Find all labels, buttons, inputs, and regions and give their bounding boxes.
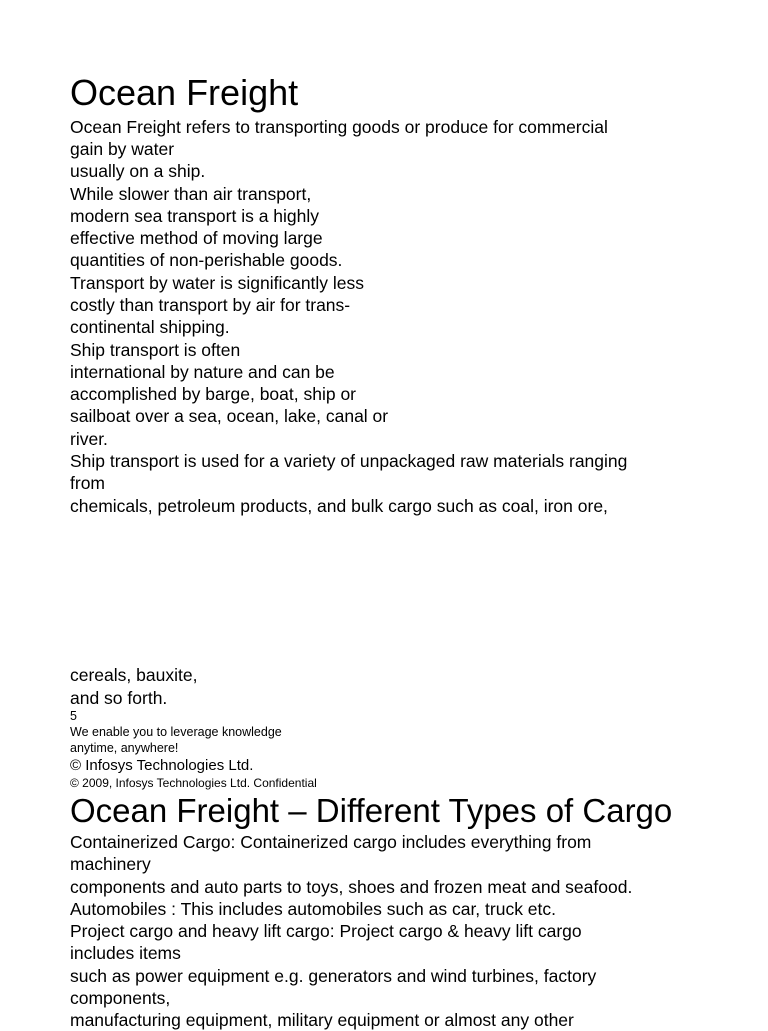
slide1-line: Ship transport is used for a variety of unpackaged raw materials ranging	[70, 451, 628, 471]
slide2-line: components and auto parts to toys, shoes and frozen meat and seafood.	[70, 877, 633, 897]
slide2-line: such as power equipment e.g. generators and wind turbines, factory	[70, 966, 597, 986]
slide1-line: chemicals, petroleum products, and bulk cargo such as coal, iron ore,	[70, 496, 608, 516]
slide1-line: quantities of non-perishable goods.	[70, 250, 343, 270]
slide1-line: effective method of moving large	[70, 228, 323, 248]
slide1-line: cereals, bauxite,	[70, 665, 198, 685]
tagline-line-1: We enable you to leverage knowledge	[70, 725, 282, 739]
slide1-line: continental shipping.	[70, 317, 230, 337]
slide1-line: While slower than air transport,	[70, 184, 312, 204]
slide2-line: machinery	[70, 854, 151, 874]
slide2-line: includes items	[70, 943, 181, 963]
slide1-line: from	[70, 473, 105, 493]
slide1-line: river.	[70, 429, 108, 449]
slide2-line: manufacturing equipment, military equipment or almost any other	[70, 1010, 574, 1030]
slide1-line: and so forth.	[70, 688, 168, 708]
confidential-copyright: © 2009, Infosys Technologies Ltd. Confidential	[70, 776, 317, 790]
slide2-line: Automobiles : This includes automobiles such as car, truck etc.	[70, 899, 557, 919]
slide2-line: Containerized Cargo: Containerized cargo includes everything from	[70, 832, 592, 852]
slide1-title: Ocean Freight	[70, 72, 299, 113]
slide1-line: modern sea transport is a highly	[70, 206, 320, 226]
slide1-line: Ocean Freight refers to transporting goods or produce for commercial	[70, 117, 608, 137]
slide1-line: international by nature and can be	[70, 362, 335, 382]
slide1-line: gain by water	[70, 139, 175, 159]
brand-copyright: © Infosys Technologies Ltd.	[70, 757, 254, 774]
page-number: 5	[70, 709, 77, 723]
slide1-line: costly than transport by air for trans-	[70, 295, 351, 315]
slide1-line: usually on a ship.	[70, 161, 206, 181]
slide1-line: Ship transport is often	[70, 340, 241, 360]
tagline-line-2: anytime, anywhere!	[70, 741, 179, 755]
slide2-line: Project cargo and heavy lift cargo: Project cargo & heavy lift cargo	[70, 921, 582, 941]
slide1-line: sailboat over a sea, ocean, lake, canal or	[70, 406, 389, 426]
slide2-line: components,	[70, 988, 171, 1008]
slide2-title: Ocean Freight – Different Types of Cargo	[70, 792, 673, 829]
slide1-line: Transport by water is significantly less	[70, 273, 365, 293]
slide1-line: accomplished by barge, boat, ship or	[70, 384, 356, 404]
